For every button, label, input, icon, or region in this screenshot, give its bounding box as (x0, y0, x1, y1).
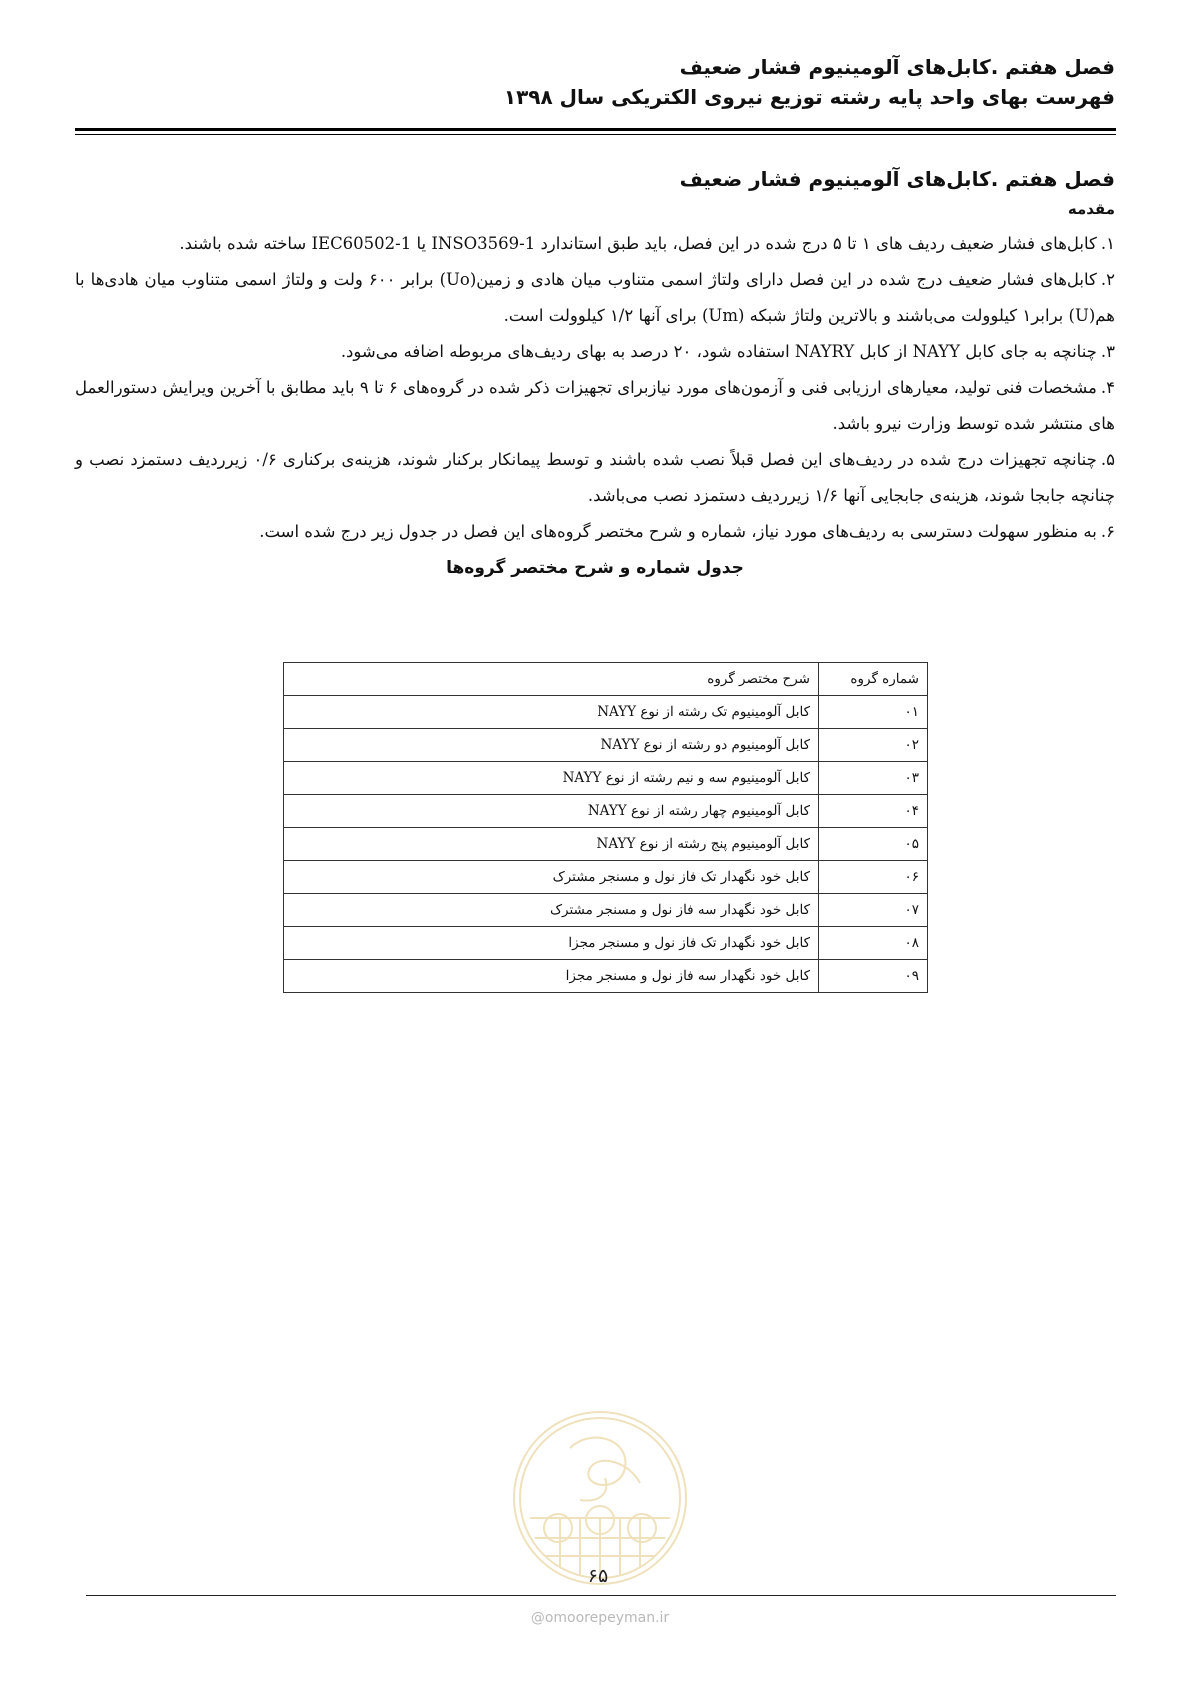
table-title: جدول شماره و شرح مختصر گروه‌ها (446, 558, 744, 578)
paragraph-text: به منظور سهولت دسترسی به ردیف‌های مورد نیاز، شماره و شرح مختصر گروه‌های این فصل در جدول زیر درج شده است. (259, 522, 1097, 541)
groups-table (283, 662, 928, 993)
paragraph-text: کابل‌های فشار ضعیف ردیف های ۱ تا ۵ درج شده در این فصل، باید طبق استاندارد INSO3569-1 یا IEC60502-1 ساخته شده باشند. (179, 234, 1097, 253)
paragraph-number: ۳. (1100, 342, 1115, 361)
group-number-cell: ۰۸ (819, 927, 928, 960)
paragraph-text: چنانچه به جای کابل NAYY از کابل NAYRY استفاده شود، ۲۰ درصد به بهای ردیف‌های مربوطه اضافه می‌شود. (340, 342, 1097, 361)
group-description-cell: کابل آلومینیوم سه و نیم رشته از نوع NAYY (284, 762, 819, 795)
table-row (284, 894, 928, 927)
paragraph-text: چنانچه تجهیزات درج شده در ردیف‌های این فصل قبلاً نصب شده باشند و توسط پیمانکار برکنار شوند، هزینه‌ی برکناری ۰/۶ زیرردیف دستمزد نصب و چنانچه جابجا شوند، هزینه‌ی جابجایی آنها ۱/۶ زیرردیف دستمزد نصب می‌باشد. (75, 450, 1115, 505)
group-number-cell: ۰۹ (819, 960, 928, 993)
paragraph-number: ۶. (1100, 522, 1115, 541)
paragraph-4 (75, 370, 1115, 442)
paragraph-text: مشخصات فنی تولید، معیارهای ارزیابی فنی و آزمون‌های مورد نیازبرای تجهیزات ذکر شده در گروه‌های ۶ تا ۹ باید مطابق با آخرین ویرایش دستورالعمل های منتشر شده توسط وزارت نیرو باشد. (75, 378, 1115, 433)
watermark-logo-icon (510, 1408, 690, 1588)
table-row (284, 795, 928, 828)
column-header-group-description: شرح مختصر گروه (284, 663, 819, 696)
group-description-cell: کابل آلومینیوم دو رشته از نوع NAYY (284, 729, 819, 762)
group-description-cell: کابل خود نگهدار تک فاز نول و مسنجر مشترک (284, 861, 819, 894)
table-header-row (284, 663, 928, 696)
page-header (75, 52, 1115, 112)
paragraph-1 (75, 226, 1115, 262)
group-number-cell: ۰۵ (819, 828, 928, 861)
group-number-cell: ۰۲ (819, 729, 928, 762)
table-row (284, 762, 928, 795)
group-number-cell: ۰۶ (819, 861, 928, 894)
header-divider (75, 128, 1116, 135)
group-number-cell: ۰۴ (819, 795, 928, 828)
group-description-cell: کابل خود نگهدار تک فاز نول و مسنجر مجزا (284, 927, 819, 960)
group-description-cell: کابل خود نگهدار سه فاز نول و مسنجر مشترک (284, 894, 819, 927)
paragraph-6 (75, 514, 1115, 550)
table-row (284, 729, 928, 762)
group-number-cell: ۰۳ (819, 762, 928, 795)
table-row (284, 927, 928, 960)
group-description-cell: کابل خود نگهدار سه فاز نول و مسنجر مجزا (284, 960, 819, 993)
header-chapter-title: فصل هفتم .کابل‌های آلومینیوم فشار ضعیف (679, 55, 1115, 79)
footer-website: @omoorepeyman.ir (530, 1610, 670, 1626)
paragraph-number: ۱. (1100, 234, 1115, 253)
paragraph-number: ۲. (1100, 270, 1116, 289)
section-title: فصل هفتم .کابل‌های آلومینیوم فشار ضعیف (679, 167, 1115, 191)
paragraph-3 (75, 334, 1115, 370)
page-body (75, 162, 1115, 604)
group-number-cell: ۰۷ (819, 894, 928, 927)
group-description-cell: کابل آلومینیوم تک رشته از نوع NAYY (284, 696, 819, 729)
paragraph-5 (75, 442, 1115, 514)
header-document-title: فهرست بهای واحد پایه رشته توزیع نیروی الکتریکی سال ۱۳۹۸ (503, 85, 1115, 109)
group-description-cell: کابل آلومینیوم پنج رشته از نوع NAYY (284, 828, 819, 861)
paragraph-number: ۴. (1100, 378, 1115, 397)
paragraph-2 (75, 262, 1115, 334)
footer-divider (86, 1595, 1116, 1596)
table-row (284, 861, 928, 894)
paragraph-number: ۵. (1100, 450, 1115, 469)
paragraph-text: کابل‌های فشار ضعیف درج شده در این فصل دارای ولتاژ اسمی متناوب میان هادی و زمین(Uo) برابر ۶۰۰ ولت و ولتاژ اسمی متناوب میان هادی‌ها با هم(U) برابر۱ کیلوولت می‌باشند و بالاترین ولتاژ شبکه (Um) برای آنها ۱/۲ کیلوولت است. (75, 270, 1115, 325)
table-row (284, 960, 928, 993)
section-subtitle: مقدمه (1067, 200, 1115, 218)
column-header-group-number: شماره گروه (819, 663, 928, 696)
group-description-cell: کابل آلومینیوم چهار رشته از نوع NAYY (284, 795, 819, 828)
page-number: ۶۵ (587, 1565, 609, 1587)
table-row (284, 828, 928, 861)
group-number-cell: ۰۱ (819, 696, 928, 729)
table-row (284, 696, 928, 729)
